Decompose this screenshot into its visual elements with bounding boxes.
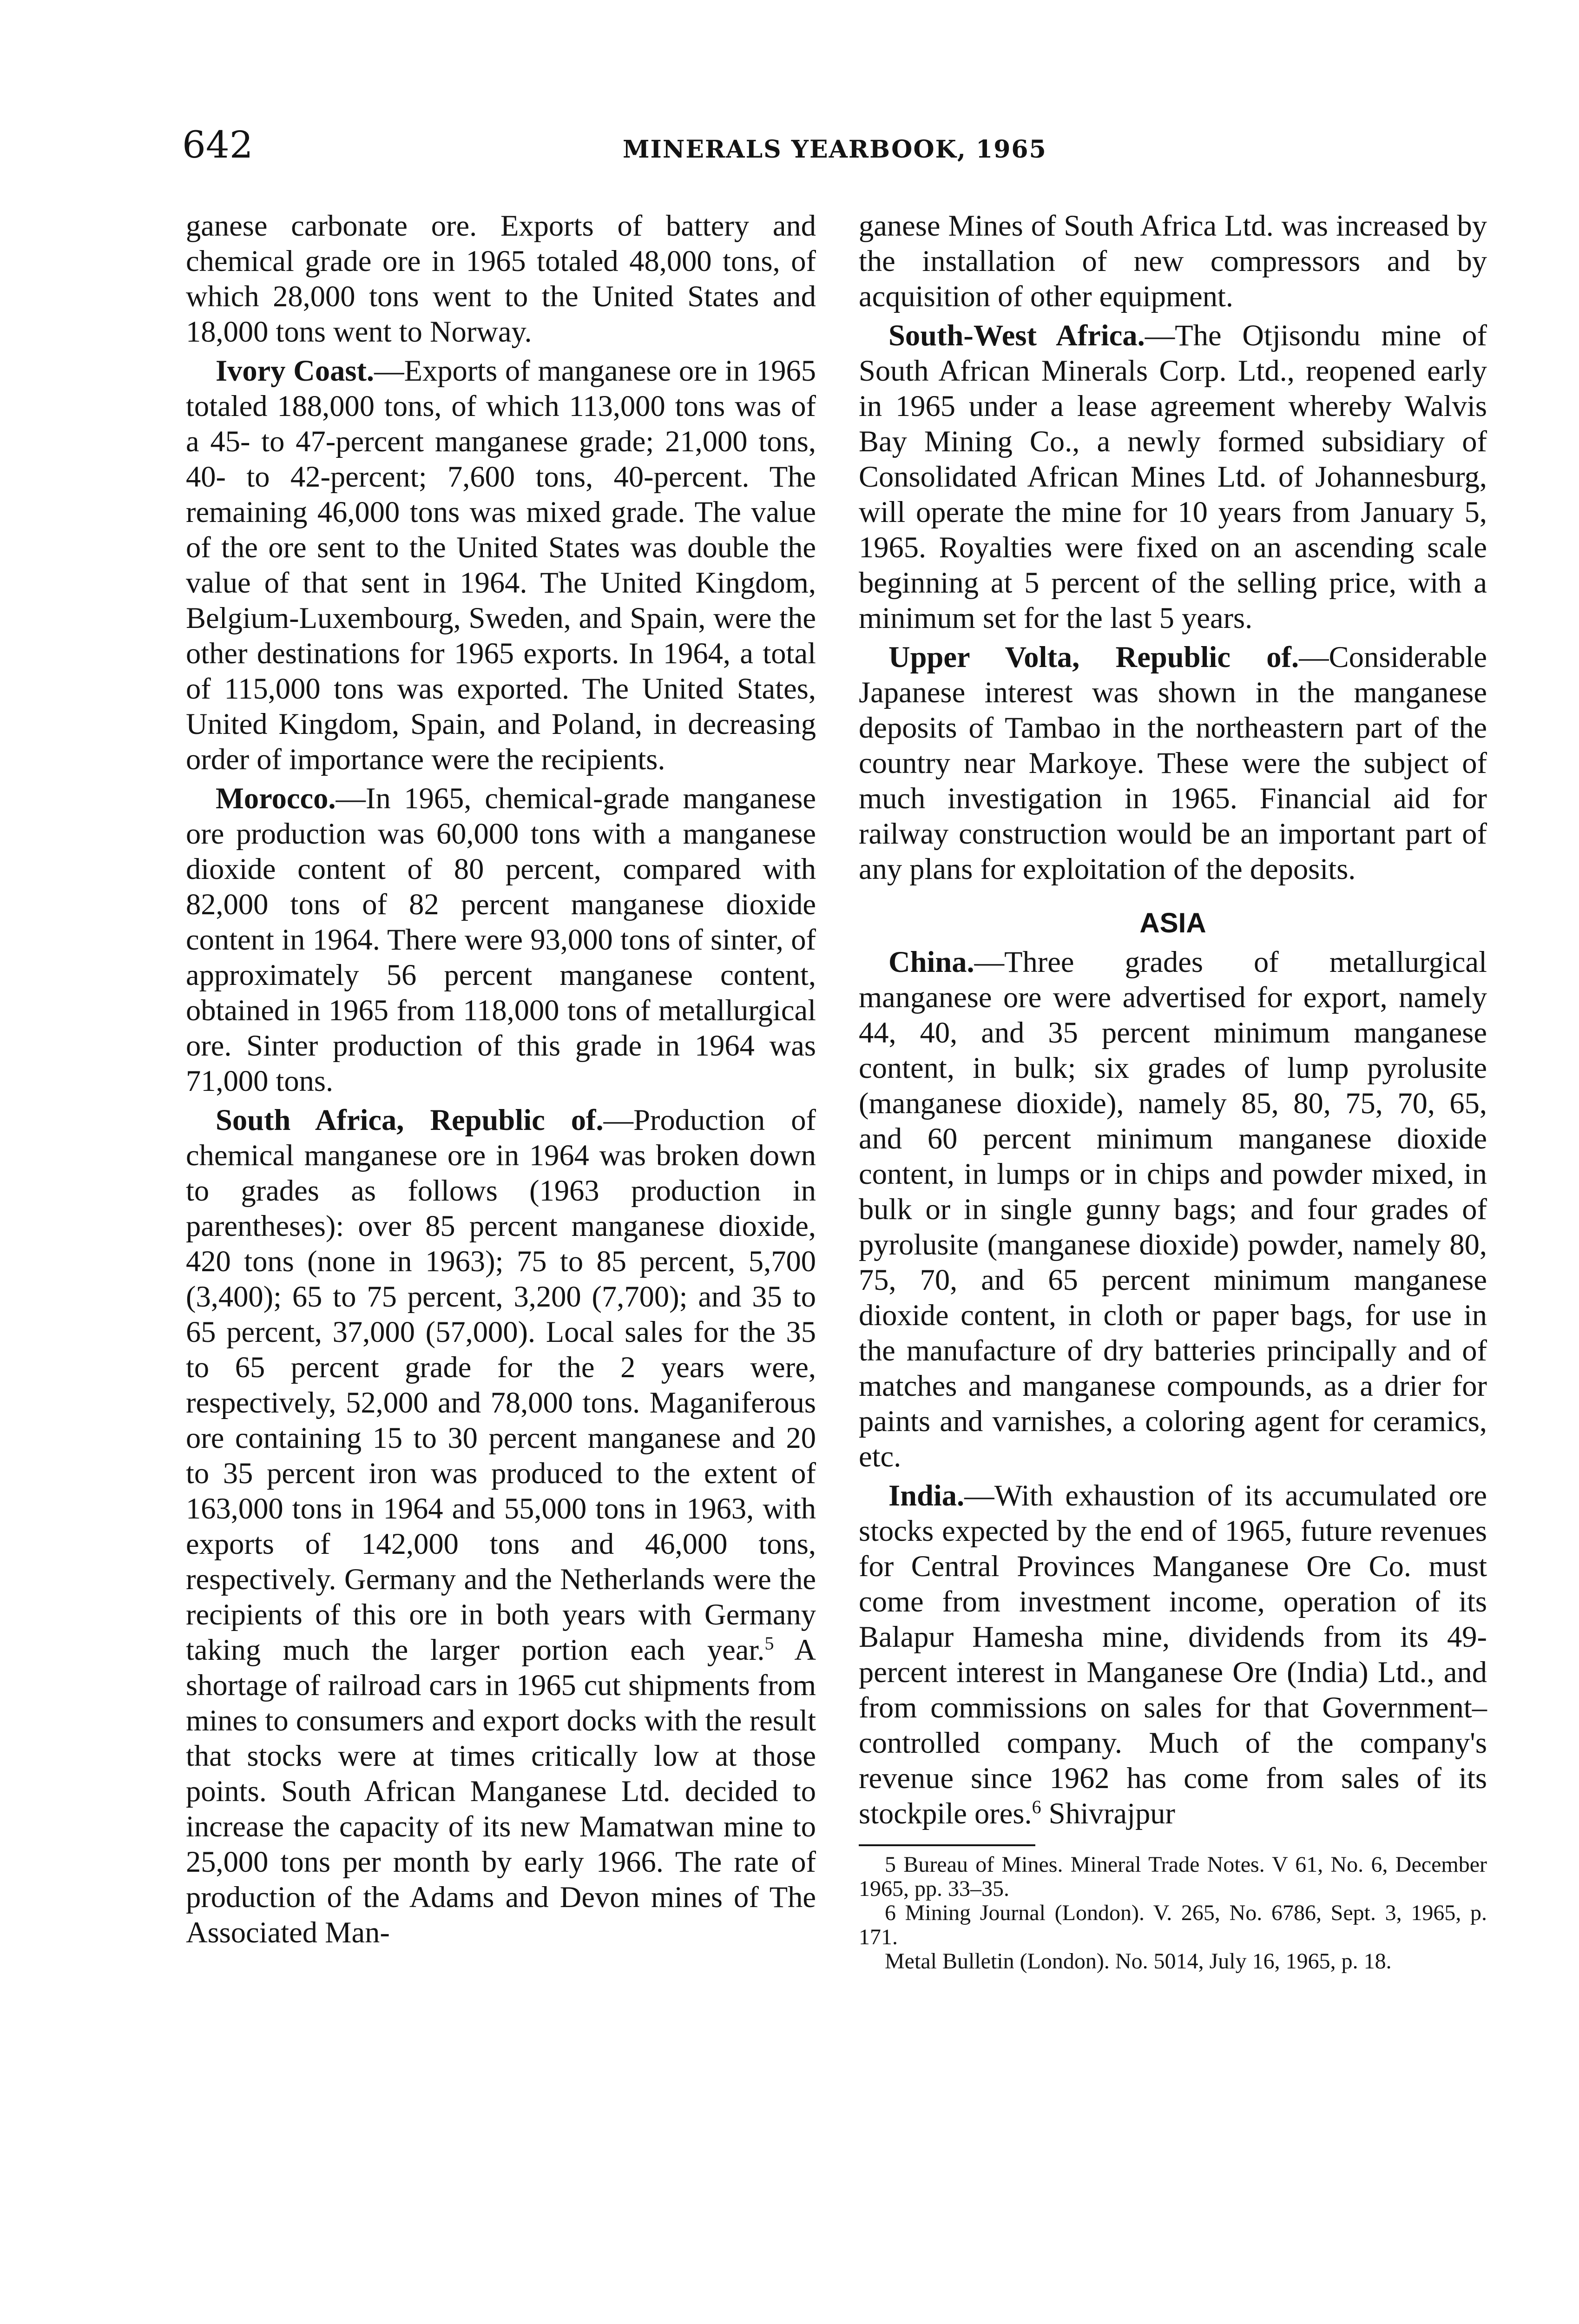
footnotes [859,1853,1487,1974]
country-heading-india: India. [888,1479,965,1512]
left-column [186,208,816,1954]
page-number: 642 [182,123,253,166]
paragraph-south-west-africa [859,318,1487,636]
country-heading-ivory-coast: Ivory Coast. [216,354,375,387]
ivory-coast-text: —Exports of manganese ore in 1965 totaled 188,000 tons, of which 113,000 tons was of a 45- to 47-percent manganese grade; 21,000 tons, 40- to 42-percent; 7,600 tons, 40-percent. The remaining 46,000 tons was mixed grade. The value of the ore sent to the United States was double the value of that sent in 1964. The United Kingdom, Belgium-Luxembourg, Sweden, and Spain, were the other destinations for 1965 exports. In 1964, a total of 115,000 tons was exported. The United States, United Kingdom, Spain, and Poland, in decreasing order of importance were the recipients. [186,354,816,776]
upper-volta-text: —Considerable Japanese interest was shown in the manganese deposits of Tambao in the northeastern part of the country near Markoye. These were the subject of much investigation in 1965. Financial aid for railway construction would be an important part of any plans for exploitation of the deposits. [859,640,1487,885]
south-africa-text: —Production of chemical manganese ore in 1964 was broken down to grades as follows (1963 production in parentheses): over 85 percent manganese dioxide, 420 tons (none in 1963); 75 to 85 percent, 5,700 (3,400); 65 to 75 percent, 3,200 (7,700); and 35 to 65 percent, 37,000 (57,000). Local sales for the 35 to 65 percent grade for the 2 years were, respectively, 52,000 and 78,000 tons. Maganiferous ore containing 15 to 30 percent manganese and 20 to 35 percent iron was produced to the extent of 163,000 tons in 1964 and 55,000 tons in 1963, with exports of 142,000 tons and 46,000 tons, respectively. Germany and the Netherlands were the recipients of this ore in both years with Germany taking much the larger portion each year. [186,1103,816,1666]
footnote-6: 6 Mining Journal (London). V. 265, No. 6786, Sept. 3, 1965, p. 171. [859,1901,1487,1949]
paragraph-upper-volta [859,640,1487,887]
country-heading-south-africa: South Africa, Republic of. [216,1103,604,1136]
footnote-5: 5 Bureau of Mines. Mineral Trade Notes. V 61, No. 6, December 1965, pp. 33–35. [859,1852,1487,1901]
south-africa-text-continued: A shortage of railroad cars in 1965 cut shipments from mines to consumers and export docks with the result that stocks were at times critically low at those points. South African Manganese Ltd. decided to increase the capacity of its new Mamatwan mine to 25,000 tons per month by early 1966. The rate of production of the Adams and Devon mines of The Associated Man- [186,1633,816,1949]
paragraph-china [859,944,1487,1474]
country-heading-china: China. [888,945,974,978]
footnote-6-continued: Metal Bulletin (London). No. 5014, July 16, 1965, p. 18. [885,1949,1392,1974]
paragraph-india [859,1478,1487,1831]
china-text: —Three grades of metallurgical manganese ore were advertised for export, namely 44, 40, and 35 percent minimum manganese content, in bulk; six grades of lump pyrolusite (manganese dioxide), namely 85, 80, 75, 70, 65, and 60 percent minimum manganese dioxide content, in lumps or in chips and powder mixed, in bulk or in single gunny bags; and four grades of pyrolusite (manganese dioxide) powder, namely 80, 75, 70, and 65 percent minimum manganese dioxide content, in cloth or paper bags, for use in the manufacture of dry batteries principally and of matches and manganese compounds, as a drier for paints and varnishes, a coloring agent for ceramics, etc. [859,945,1487,1473]
south-west-africa-text: —The Otjisondu mine of South African Minerals Corp. Ltd., reopened early in 1965 under a lease agreement whereby Walvis Bay Mining Co., a newly formed subsidiary of Consolidated African Mines Ltd. of Johannesburg, will operate the mine for 10 years from January 5, 1965. Royalties were fixed on an ascending scale beginning at 5 percent of the selling price, with a minimum set for the last 5 years. [859,319,1487,634]
paragraph-morocco [186,781,816,1099]
footnote-ref-6: 6 [1032,1796,1041,1818]
paragraph-south-africa [186,1103,816,1950]
india-text-continued: Shivrajpur [1041,1797,1176,1830]
country-heading-south-west-africa: South-West Africa. [888,319,1145,352]
country-heading-morocco: Morocco. [216,782,336,815]
morocco-text: —In 1965, chemical-grade manganese ore production was 60,000 tons with a manganese dioxide content of 80 percent, compared with 82,000 tons of 82 percent manganese dioxide content in 1964. There were 93,000 tons of sinter, of approximately 56 percent manganese content, obtained in 1965 from 118,000 tons of metallurgical ore. Sinter production of this grade in 1964 was 71,000 tons. [186,782,816,1097]
footnote-ref-5: 5 [764,1633,774,1654]
right-column [859,208,1487,1974]
paragraph-associated-manganese: ganese Mines of South Africa Ltd. was increased by the installation of new compressors and by acquisition of other equipment. [859,209,1487,313]
running-title: MINERALS YEARBOOK, 1965 [623,135,1047,164]
paragraph-carbonate-exports: ganese carbonate ore. Exports of battery and chemical grade ore in 1965 totaled 48,000 tons, of which 28,000 tons went to the United States and 18,000 tons went to Norway. [186,209,816,348]
section-heading-asia: ASIA [1139,907,1206,938]
paragraph-ivory-coast [186,353,816,777]
footnote-divider [859,1844,1035,1846]
india-text: —With exhaustion of its accumulated ore stocks expected by the end of 1965, future revenues for Central Provinces Manganese Ore Co. must come from investment income, operation of its Balapur Hamesha mine, dividends from its 49-percent interest in Manganese Ore (India) Ltd., and from commissions on sales for that Government–controlled company. Much of the company's revenue since 1962 has come from sales of its stockpile ores. [859,1479,1487,1830]
country-heading-upper-volta: Upper Volta, Republic of. [888,640,1299,673]
